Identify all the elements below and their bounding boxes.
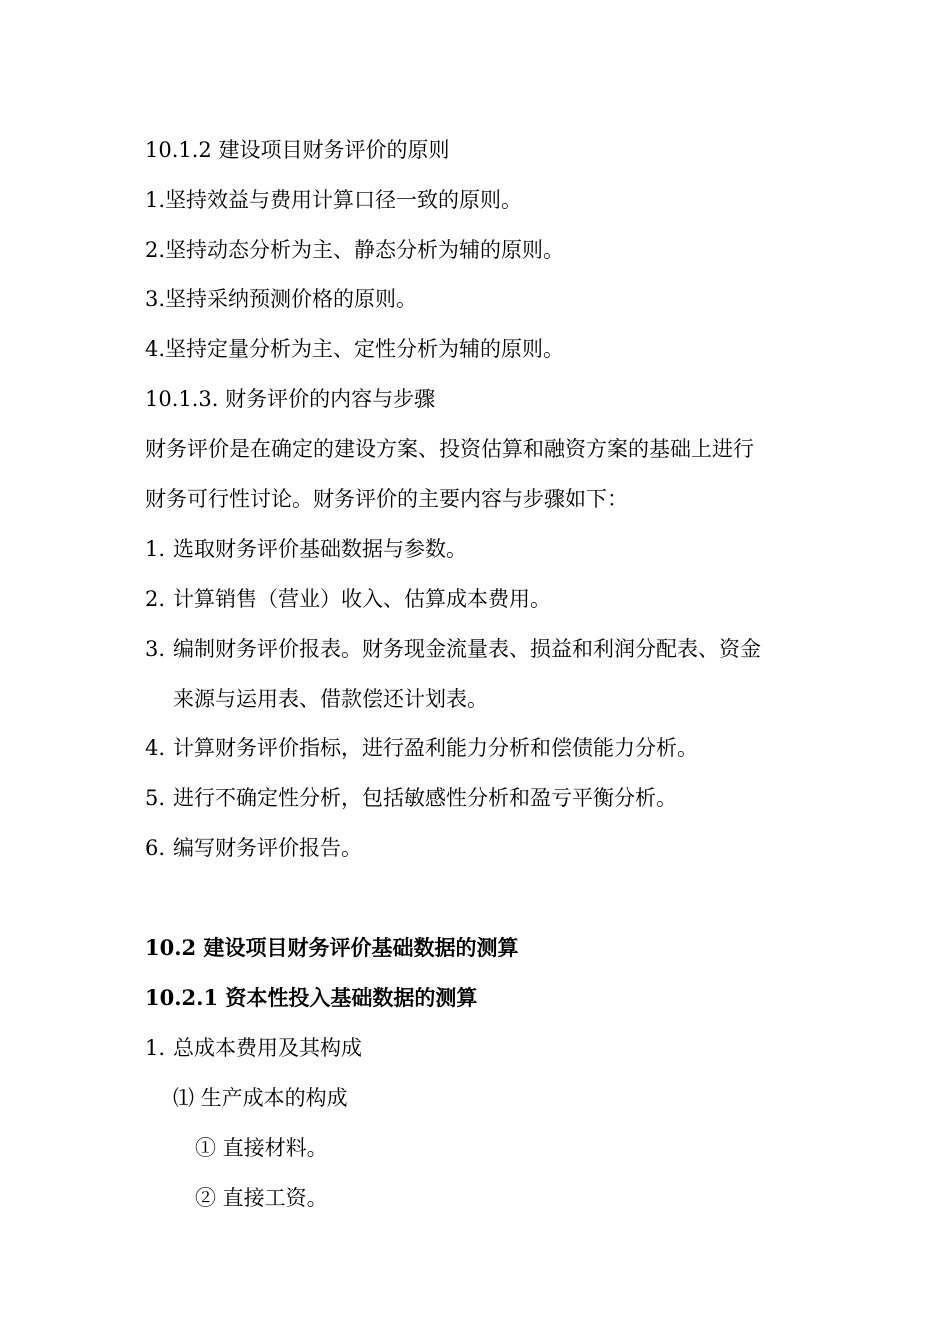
principle-3: 3.坚持采纳预测价格的原则。 — [145, 287, 418, 311]
step-text: 计算销售（营业）收入、估算成本费用。 — [173, 587, 551, 611]
step-4 — [145, 734, 698, 762]
intro-line-2: 财务可行性讨论。财务评价的主要内容与步骤如下： — [145, 487, 628, 511]
principle-1: 1.坚持效益与费用计算口径一致的原则。 — [145, 188, 523, 212]
intro-line-1: 财务评价是在确定的建设方案、投资估算和融资方案的基础上进行 — [145, 437, 754, 461]
heading-10-2: 10.2 建设项目财务评价基础数据的测算 — [145, 935, 519, 960]
step-number: 5. — [145, 786, 166, 810]
step-number: 3. — [145, 637, 166, 661]
circled-item-1: ① 直接材料。 — [195, 1136, 328, 1160]
heading-10-1-2: 10.1.2 建设项目财务评价的原则 — [145, 138, 450, 162]
step-number: 4. — [145, 736, 166, 760]
step-number: 1. — [145, 537, 166, 561]
step-number: 6. — [145, 836, 166, 860]
step-text: 选取财务评价基础数据与参数。 — [173, 537, 467, 561]
step-1 — [145, 535, 467, 563]
item-number: 1. — [145, 1036, 166, 1060]
step-number: 2. — [145, 587, 166, 611]
principle-2: 2.坚持动态分析为主、静态分析为辅的原则。 — [145, 238, 565, 262]
item-text: 总成本费用及其构成 — [173, 1036, 362, 1060]
cost-item-1 — [145, 1034, 362, 1062]
step-3 — [145, 635, 761, 663]
step-6 — [145, 834, 362, 862]
step-3-continuation: 来源与运用表、借款偿还计划表。 — [173, 687, 488, 711]
heading-10-1-3: 10.1.3. 财务评价的内容与步骤 — [145, 387, 436, 411]
circled-item-2: ② 直接工资。 — [195, 1186, 328, 1210]
step-text: 编写财务评价报告。 — [173, 836, 362, 860]
step-text: 计算财务评价指标，进行盈利能力分析和偿债能力分析。 — [173, 736, 698, 760]
sub-item-production-cost: ⑴ 生产成本的构成 — [173, 1086, 348, 1110]
step-text: 编制财务评价报表。财务现金流量表、损益和利润分配表、资金 — [173, 637, 761, 661]
principle-4: 4.坚持定量分析为主、定性分析为辅的原则。 — [145, 337, 565, 361]
step-2 — [145, 585, 551, 613]
step-text: 进行不确定性分析，包括敏感性分析和盈亏平衡分析。 — [173, 786, 677, 810]
step-5 — [145, 784, 677, 812]
heading-10-2-1: 10.2.1 资本性投入基础数据的测算 — [145, 985, 478, 1010]
